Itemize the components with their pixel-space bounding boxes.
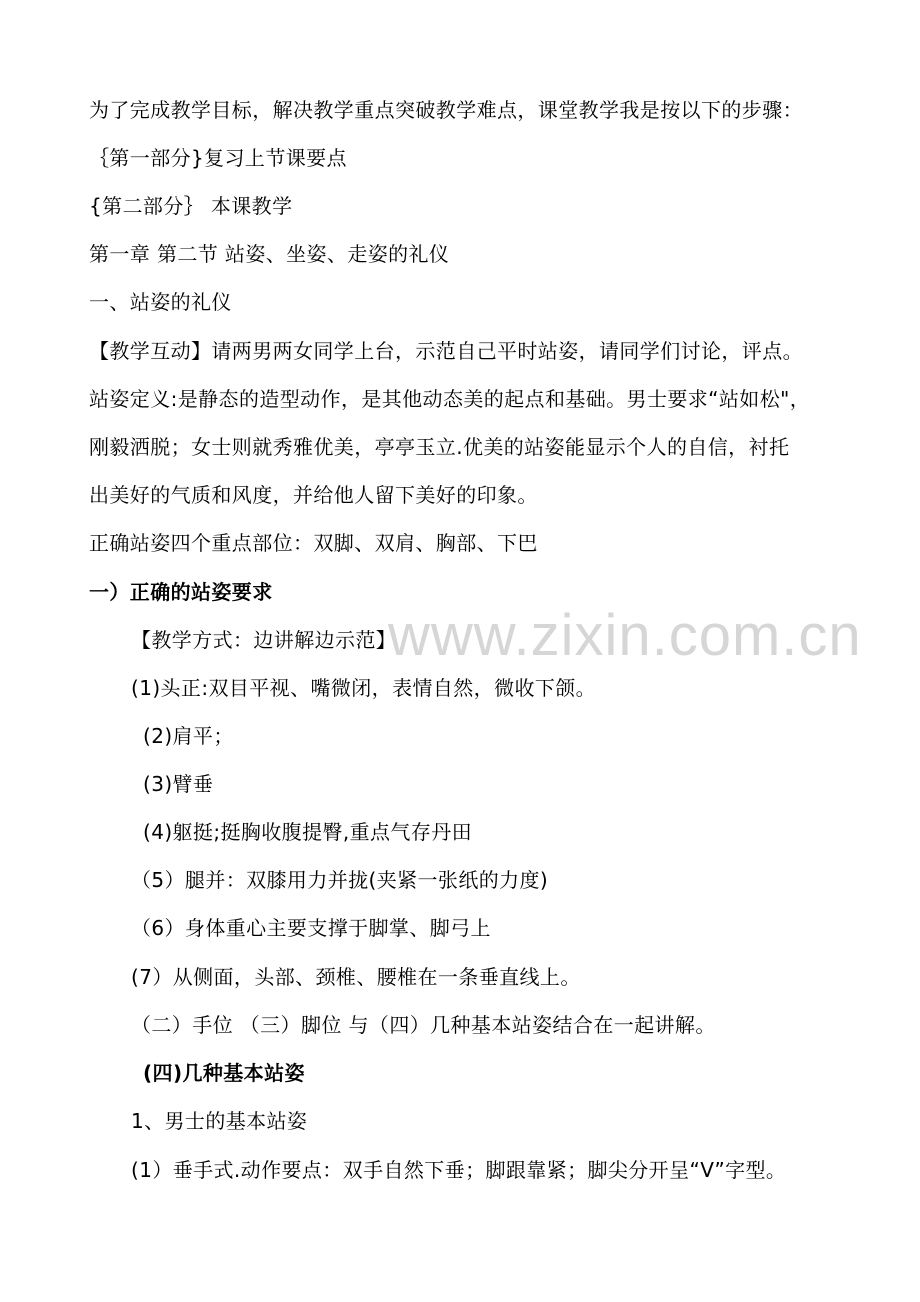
requirement-item-2: (2)肩平； xyxy=(143,724,234,748)
requirement-item-3: (3)臂垂 xyxy=(143,772,214,796)
definition-line-1: 站姿定义:是静态的造型动作，是其他动态美的起点和基础。男士要求“站如松"， xyxy=(89,387,811,411)
requirement-item-4: (4)躯挺;挺胸收腹提臀,重点气存丹田 xyxy=(143,820,473,844)
male-stance-heading: 1、男士的基本站姿 xyxy=(131,1109,308,1133)
requirements-heading: 一）正确的站姿要求 xyxy=(89,580,273,604)
interaction-paragraph: 【教学互动】请两男两女同学上台，示范自己平时站姿，请同学们讨论，评点。 xyxy=(89,339,803,363)
definition-line-3: 出美好的气质和风度，并给他人留下美好的印象。 xyxy=(89,483,538,507)
requirement-item-5: （5）腿并：双膝用力并拢(夹紧一张纸的力度) xyxy=(131,868,549,892)
requirement-item-1: (1)头正:双目平视、嘴微闭，表情自然，微收下颌。 xyxy=(131,676,597,700)
male-stance-item-1: (1）垂手式.动作要点：双手自然下垂；脚跟靠紧；脚尖分开呈“V”字型。 xyxy=(131,1158,787,1182)
watermark: www.zixin.com.cn xyxy=(388,603,862,668)
teaching-method: 【教学方式：边讲解边示范】 xyxy=(131,628,397,652)
section-heading-standing: 一、站姿的礼仪 xyxy=(89,290,232,314)
part-two-heading: {第二部分｝ 本课教学 xyxy=(89,194,293,218)
part-one-heading: ｛第一部分}复习上节课要点 xyxy=(89,146,347,170)
chapter-heading: 第一章 第二节 站姿、坐姿、走姿的礼仪 xyxy=(89,242,450,266)
definition-line-2: 刚毅洒脱；女士则就秀雅优美，亭亭玉立.优美的站姿能显示个人的自信，衬托 xyxy=(89,435,790,459)
basic-stances-heading: (四)几种基本站姿 xyxy=(143,1061,305,1085)
hand-foot-position-line: （二）手位 （三）脚位 与（四）几种基本站姿结合在一起讲解。 xyxy=(131,1013,716,1037)
requirement-item-7: (7）从侧面，头部、颈椎、腰椎在一条垂直线上。 xyxy=(131,965,581,989)
requirement-item-6: （6）身体重心主要支撑于脚掌、脚弓上 xyxy=(131,916,491,940)
intro-line: 为了完成教学目标，解决教学重点突破教学难点，课堂教学我是按以下的步骤： xyxy=(89,98,803,122)
key-parts-line: 正确站姿四个重点部位：双脚、双肩、胸部、下巴 xyxy=(89,531,538,555)
